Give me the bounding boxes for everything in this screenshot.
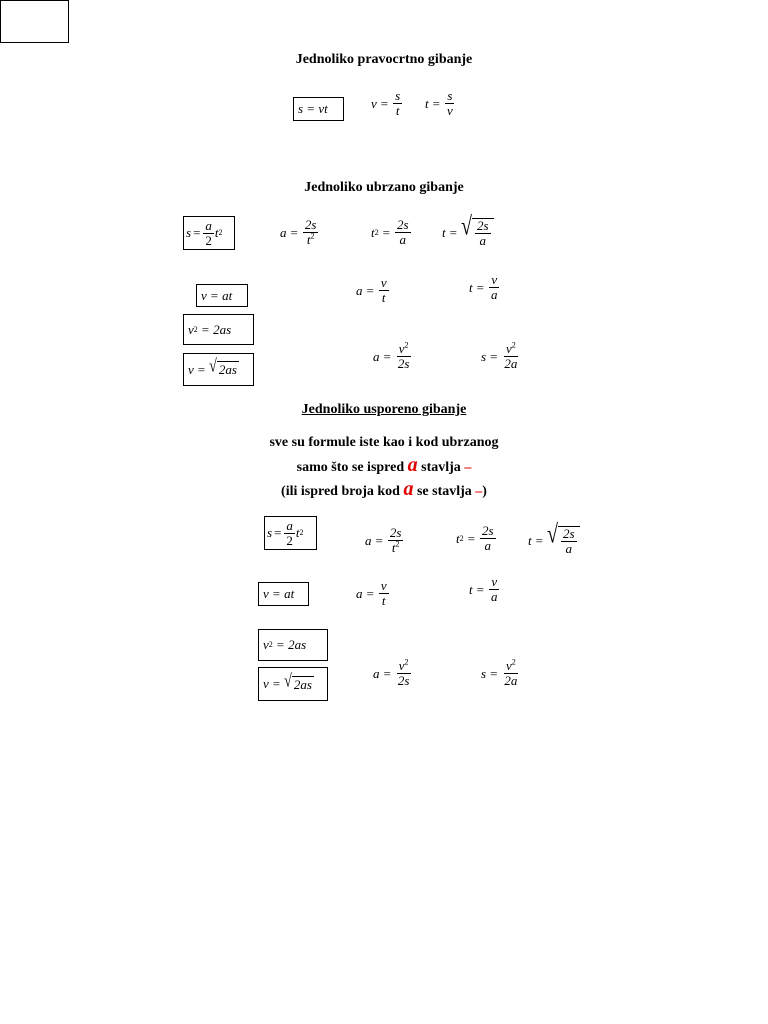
symbol-s: s	[267, 525, 273, 540]
heading-accelerated-motion: Jednoliko ubrzano gibanje	[304, 180, 464, 195]
formula-a-eq-v2-over-2s	[373, 342, 412, 371]
fraction	[475, 219, 491, 248]
denominator: a	[490, 589, 498, 604]
formula-v2-eq-2as-box: v 2 = 2as	[183, 314, 254, 345]
numerator: a	[286, 517, 293, 533]
denominator: 2a	[504, 356, 518, 371]
fraction	[502, 342, 519, 371]
fraction	[303, 218, 319, 247]
note-text: se stavlja	[416, 484, 472, 499]
exponent: 2	[310, 231, 315, 241]
symbol-s: s	[481, 665, 487, 681]
symbol-v: v	[371, 95, 377, 111]
equals-sign: =	[366, 585, 374, 601]
formula-a-eq-v-over-t-2	[356, 579, 390, 608]
symbol-t: t	[456, 530, 460, 546]
equals-sign: =	[383, 665, 391, 681]
note-text: (ili ispred broja kod	[281, 484, 400, 499]
numerator: 2s	[396, 217, 409, 232]
heading-decelerated-motion: Jednoliko usporeno gibanje	[301, 402, 467, 417]
formula-t-eq-sqrt-2s-over-a	[442, 212, 494, 248]
symbol-at: at	[222, 287, 233, 303]
radicand: 2as	[293, 676, 312, 692]
numerator: v	[491, 574, 498, 589]
note-line-1: sve su formule iste kao i kod ubrzanog	[269, 435, 499, 450]
red-minus-sign: –	[464, 460, 472, 475]
symbol-s: s	[298, 101, 304, 116]
equals-sign: =	[210, 287, 219, 303]
square-root	[460, 212, 494, 248]
fraction	[489, 273, 500, 302]
denominator: 2s	[397, 356, 410, 371]
square-root	[209, 357, 239, 378]
symbol-a: a	[365, 532, 372, 548]
formula-a-eq-2s-over-t2-2	[365, 526, 404, 555]
denominator: 2	[205, 232, 212, 248]
equals-sign: =	[449, 225, 457, 240]
symbol-2as: 2as	[213, 321, 232, 337]
formula-v-eq-s-over-t	[371, 89, 403, 118]
numerator: 2s	[562, 526, 575, 541]
radicand: 2as	[218, 362, 237, 377]
symbol-v: v	[188, 321, 194, 337]
equals-sign: =	[535, 533, 543, 548]
numerator: v	[506, 341, 512, 356]
symbol-t: t	[425, 95, 429, 111]
formula-a-eq-v-over-t	[356, 276, 390, 305]
equals-sign: =	[290, 224, 298, 240]
equals-sign: =	[375, 532, 383, 548]
formula-t-eq-v-over-a	[469, 273, 500, 302]
symbol-t: t	[469, 581, 473, 597]
symbol-v: v	[188, 361, 194, 377]
formula-s-eq-vt-box	[293, 97, 344, 121]
symbol-t: t	[442, 225, 446, 240]
formula-t-eq-v-over-a-2	[469, 575, 500, 604]
formula-t-eq-s-over-v	[425, 89, 456, 118]
symbol-t: t	[528, 533, 532, 548]
numerator: v	[398, 658, 405, 673]
numerator: 2s	[389, 525, 402, 540]
fraction	[379, 579, 389, 608]
denominator: t	[381, 290, 386, 305]
square-root	[546, 520, 580, 556]
note-line-3	[0, 478, 768, 500]
red-a-symbol: a	[403, 478, 414, 500]
formula-s-eq-v2-over-2a	[481, 342, 520, 371]
equals-sign: =	[490, 348, 498, 364]
formula-v2-eq-2as-box-2: v 2 = 2as	[258, 629, 328, 661]
formula-a-eq-v2-over-2s-2	[373, 659, 412, 688]
equals-sign: =	[272, 586, 281, 601]
equals-sign: =	[197, 361, 206, 377]
denominator: a	[479, 233, 486, 248]
exponent: 2	[404, 340, 409, 350]
equals-sign: =	[476, 279, 484, 295]
note-text: stavlja	[421, 460, 461, 475]
formula-t2-eq-2s-over-a: t 2 = $\frac{2s}{a}$	[371, 217, 409, 247]
numerator: v	[506, 658, 512, 673]
fraction	[502, 659, 519, 688]
radical-sign: √	[209, 357, 217, 377]
equals-sign: =	[276, 637, 285, 652]
fraction	[489, 575, 500, 604]
formula-v-eq-at-box-2	[258, 582, 309, 606]
formula-s-eq-v2-over-2a-2	[481, 659, 520, 688]
equals-sign: =	[201, 321, 210, 337]
denominator: v	[446, 103, 453, 118]
fraction	[284, 519, 295, 548]
numerator: 2s	[476, 218, 489, 233]
equals-sign: =	[476, 581, 484, 597]
denominator: t	[391, 540, 396, 555]
radical-sign: √	[460, 212, 472, 241]
fraction	[480, 524, 496, 553]
formula-v-eq-sqrt-2as-box	[183, 353, 254, 386]
symbol-a: a	[373, 348, 380, 364]
symbol-a: a	[373, 665, 380, 681]
denominator: a	[565, 541, 572, 556]
numerator: v	[380, 578, 387, 593]
symbol-v: v	[263, 586, 269, 601]
symbol-2as: 2as	[288, 637, 307, 652]
fraction	[396, 659, 412, 688]
numerator: v	[491, 272, 498, 287]
equals-sign: =	[382, 224, 390, 240]
denominator: a	[490, 287, 498, 302]
heading-uniform-motion: Jednoliko pravocrtno gibanje	[295, 52, 473, 67]
numerator: 2s	[304, 217, 317, 232]
denominator: a	[484, 538, 491, 553]
fraction	[561, 527, 577, 556]
exponent: 2	[511, 340, 516, 350]
fraction	[395, 218, 411, 247]
symbol-at: at	[284, 586, 295, 601]
numerator: 2s	[481, 523, 494, 538]
fraction	[203, 219, 214, 248]
symbol-t: t	[295, 525, 300, 540]
equals-sign: =	[490, 665, 498, 681]
numerator: s	[395, 88, 401, 103]
numerator: v	[398, 341, 405, 356]
denominator: a	[399, 232, 406, 247]
note-line-2	[0, 454, 768, 476]
radical-sign: √	[284, 671, 292, 692]
symbol-a: a	[280, 224, 287, 240]
corner-box	[0, 0, 69, 43]
numerator: v	[380, 275, 387, 290]
numerator: a	[205, 217, 212, 233]
denominator: 2	[286, 532, 293, 548]
formula-a-eq-2s-over-t2	[280, 218, 319, 247]
equals-sign: =	[272, 676, 281, 691]
square-root	[284, 671, 314, 693]
denominator: t	[395, 103, 400, 118]
note-text: samo što se ispred	[296, 460, 405, 475]
fraction	[393, 89, 402, 118]
fraction	[379, 276, 389, 305]
radical-sign: √	[546, 520, 558, 549]
formula-t2-eq-2s-over-a-2: t 2 = $\frac{2s}{a}$	[456, 523, 494, 553]
symbol-v: v	[201, 287, 207, 303]
symbol-a: a	[356, 282, 363, 298]
symbol-s: s	[186, 225, 192, 240]
symbol-t: t	[371, 224, 375, 240]
equals-sign: =	[366, 282, 374, 298]
equals-sign: =	[274, 525, 282, 540]
symbol-a: a	[356, 585, 363, 601]
formula-v-eq-at-box	[196, 284, 248, 307]
denominator: t	[306, 232, 311, 247]
equals-sign: =	[432, 95, 440, 111]
symbol-v: v	[263, 637, 269, 652]
equals-sign: =	[467, 530, 475, 546]
symbol-s: s	[481, 348, 487, 364]
equals-sign: =	[380, 95, 389, 111]
equals-sign: =	[193, 225, 201, 240]
formula-s-eq-a-half-t2-box-2: s = $\frac{a}{2}$ t 2	[264, 516, 317, 550]
formula-v-eq-sqrt-2as-box-2	[258, 667, 328, 701]
formula-s-eq-a-half-t2-box: s = $\frac{a}{2}$ t 2	[183, 216, 235, 250]
fraction	[445, 89, 455, 118]
exponent: 2	[395, 539, 400, 549]
equals-sign: =	[307, 101, 315, 116]
denominator: 2s	[397, 673, 410, 688]
formula-t-eq-sqrt-2s-over-a-2	[528, 520, 580, 556]
red-minus-sign: –	[475, 484, 483, 499]
equals-sign: =	[383, 348, 391, 364]
symbol-t: t	[469, 279, 473, 295]
fraction	[396, 342, 412, 371]
denominator: 2a	[504, 673, 518, 688]
exponent: 2	[511, 657, 516, 667]
fraction	[388, 526, 404, 555]
symbol-vt: vt	[318, 101, 328, 116]
numerator: s	[447, 88, 453, 103]
symbol-t: t	[214, 225, 219, 240]
note-text: )	[482, 484, 487, 499]
exponent: 2	[404, 657, 409, 667]
symbol-v: v	[263, 676, 269, 691]
red-a-symbol: a	[407, 454, 418, 476]
denominator: t	[381, 593, 386, 608]
